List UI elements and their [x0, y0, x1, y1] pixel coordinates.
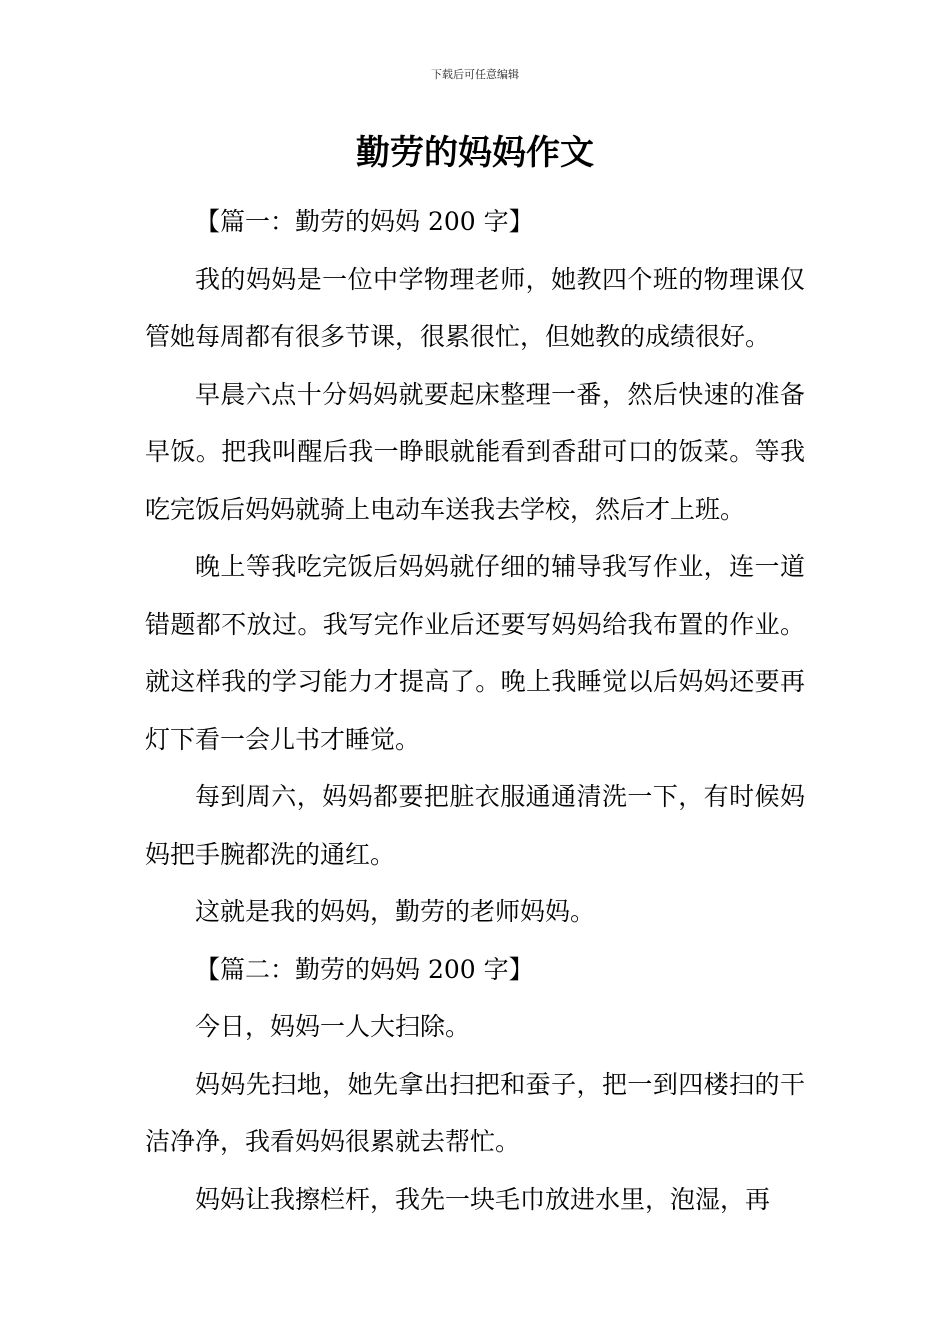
paragraph: 妈妈先扫地，她先拿出扫把和蚕子，把一到四楼扫的干洁净净，我看妈妈很累就去帮忙。	[145, 1069, 805, 1156]
paragraph: 妈妈让我擦栏杆，我先一块毛巾放进水里，泡湿，再	[195, 1184, 771, 1214]
paragraph: 早晨六点十分妈妈就要起床整理一番，然后快速的准备早饭。把我叫醒后我一睁眼就能看到香甜可口的饭菜。等我吃完饭后妈妈就骑上电动车送我去学校，然后才上班。	[145, 379, 805, 524]
header-note: 下载后可任意编辑	[431, 68, 519, 81]
paragraph: 今日，妈妈一人大扫除。	[195, 1012, 471, 1041]
paragraph: 晚上等我吃完饭后妈妈就仔细的辅导我写作业，连一道错题都不放过。我写完作业后还要写妈妈给我布置的作业。就这样我的学习能力才提高了。晚上我睡觉以后妈妈还要再灯下看一会儿书才睡觉。	[145, 552, 805, 754]
section-heading-2: 【篇二：勤劳的妈妈 200 字】	[195, 954, 534, 984]
document-title: 勤劳的妈妈作文	[356, 133, 594, 173]
paragraph: 我的妈妈是一位中学物理老师，她教四个班的物理课仅管她每周都有很多节课，很累很忙，但她教的成绩很好。	[145, 264, 805, 351]
paragraph: 每到周六，妈妈都要把脏衣服通通清洗一下，有时候妈妈把手腕都洗的通红。	[145, 782, 805, 869]
section-heading-1: 【篇一：勤劳的妈妈 200 字】	[195, 207, 534, 236]
document-body	[145, 193, 805, 1228]
paragraph: 这就是我的妈妈，勤劳的老师妈妈。	[195, 897, 596, 926]
